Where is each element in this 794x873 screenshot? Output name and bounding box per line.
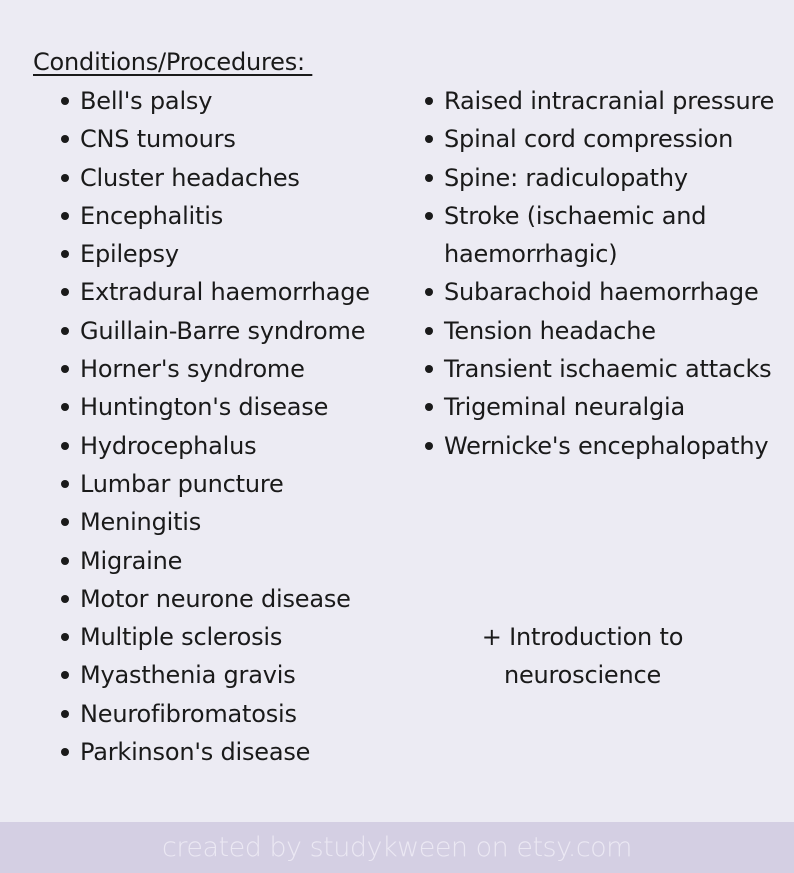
list-item: Wernicke's encephalopathy: [424, 427, 789, 465]
conditions-list-left: [60, 82, 410, 771]
list-item: Neurofibromatosis: [60, 695, 410, 733]
conditions-list-right: [424, 82, 789, 465]
list-item: Huntington's disease: [60, 388, 410, 426]
list-item: Subarachoid haemorrhage: [424, 273, 789, 311]
list-item: Horner's syndrome: [60, 350, 410, 388]
list-item: Epilepsy: [60, 235, 410, 273]
list-item: Migraine: [60, 542, 410, 580]
list-item: Multiple sclerosis: [60, 618, 410, 656]
section-heading: Conditions/Procedures:: [33, 48, 313, 76]
list-item: Tension headache: [424, 312, 789, 350]
list-item: Extradural haemorrhage: [60, 273, 410, 311]
list-item: Transient ischaemic attacks: [424, 350, 789, 388]
extra-note: + Introduction to neuroscience: [481, 623, 684, 689]
list-item: CNS tumours: [60, 120, 410, 158]
list-item: Myasthenia gravis: [60, 656, 410, 694]
list-item: Meningitis: [60, 503, 410, 541]
list-item: Hydrocephalus: [60, 427, 410, 465]
list-item: Bell's palsy: [60, 82, 410, 120]
footer-watermark: created by studykween on etsy.com: [161, 832, 632, 863]
list-item: Raised intracranial pressure: [424, 82, 789, 120]
list-item: Lumbar puncture: [60, 465, 410, 503]
list-item: Spinal cord compression: [424, 120, 789, 158]
footer-banner: [0, 822, 794, 873]
list-item: Motor neurone disease: [60, 580, 410, 618]
list-item: Guillain-Barre syndrome: [60, 312, 410, 350]
list-item: Encephalitis: [60, 197, 410, 235]
list-item: Spine: radiculopathy: [424, 159, 789, 197]
list-item: Parkinson's disease: [60, 733, 410, 771]
list-item: Stroke (ischaemic and haemorrhagic): [424, 197, 789, 274]
list-item: Cluster headaches: [60, 159, 410, 197]
list-item: Trigeminal neuralgia: [424, 388, 789, 426]
